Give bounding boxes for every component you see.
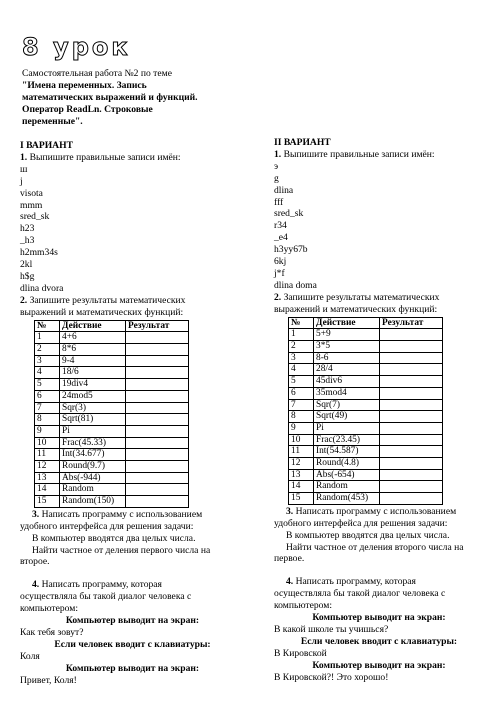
table-row (35, 414, 189, 426)
task-text: Запишите результаты математических (283, 291, 440, 303)
dialog-output: Как тебя зовут? (20, 627, 84, 638)
table-row (289, 376, 443, 388)
cell-number: 2 (35, 344, 60, 356)
cell-result (380, 341, 443, 353)
names-list (274, 161, 484, 292)
cell-action: Random(150) (60, 496, 126, 508)
cell-action: Random (60, 484, 126, 496)
table-row (289, 458, 443, 470)
cell-number: 15 (289, 493, 314, 505)
task-text: выражений и математических функций: (20, 306, 184, 318)
cell-action: 28/4 (314, 364, 380, 376)
cell-result (126, 367, 189, 379)
name-entry: h3yy67b (274, 244, 308, 256)
task-3 (274, 506, 484, 518)
table-row (35, 332, 189, 344)
table-row (289, 469, 443, 481)
table-row (289, 422, 443, 434)
cell-result (126, 332, 189, 344)
name-entry: fff (274, 196, 284, 208)
table-row (35, 367, 189, 379)
cell-number: 3 (289, 352, 314, 364)
table-row (289, 364, 443, 376)
name-entry: _h3 (20, 235, 35, 247)
cell-result (126, 496, 189, 508)
table-row (289, 493, 443, 505)
cell-result (380, 352, 443, 364)
name-entry: h$g (20, 270, 35, 282)
task-text: осуществляла бы такой диалог человека с (274, 588, 446, 600)
cell-result (380, 458, 443, 470)
table-row (35, 472, 189, 484)
task-1 (20, 152, 245, 164)
dialog-output: В Кировской?! Это хорошо! (274, 671, 389, 683)
cell-number: 9 (289, 422, 314, 434)
variant-heading: I ВАРИАНТ (20, 140, 73, 151)
task-number: 1. (20, 151, 28, 163)
cell-result (380, 422, 443, 434)
table-row (289, 434, 443, 446)
cell-number: 5 (289, 376, 314, 388)
cell-number: 8 (35, 414, 60, 426)
names-list (20, 164, 245, 295)
task-text: В компьютер вводятся два целых числа. (286, 529, 450, 541)
name-entry: 6kj (274, 256, 287, 268)
cell-number: 6 (289, 387, 314, 399)
name-entry: h2mm34s (20, 247, 58, 259)
cell-action: 24mod5 (60, 390, 126, 402)
table-row (289, 352, 443, 364)
cell-result (380, 399, 443, 411)
variant-1-column (20, 140, 245, 687)
cell-number: 7 (289, 399, 314, 411)
table-row (35, 425, 189, 437)
cell-number: 13 (289, 469, 314, 481)
cell-action: Round(9.7) (60, 461, 126, 473)
header-result: Результат (126, 320, 189, 332)
table-row (35, 402, 189, 414)
cell-result (380, 493, 443, 505)
cell-result (126, 449, 189, 461)
task-text: Запишите результаты математических (29, 294, 186, 306)
name-entry: sred_sk (274, 208, 304, 220)
task-text: Выпишите правильные записи имён: (283, 148, 435, 160)
table-header-row (289, 317, 443, 329)
dialog-screen-label: Компьютер выводит на экран: (312, 612, 446, 624)
name-entry: ш (20, 163, 28, 175)
cell-number: 3 (35, 355, 60, 367)
name-entry: dlina dvora (20, 282, 64, 294)
table-row (289, 399, 443, 411)
cell-number: 5 (35, 379, 60, 391)
cell-result (126, 402, 189, 414)
task-text: удобного интерфейса для решения задачи: (20, 520, 194, 532)
header-result: Результат (380, 317, 443, 329)
cell-result (380, 434, 443, 446)
cell-result (380, 411, 443, 423)
task-text: компьютером: (274, 600, 333, 612)
cell-action: 8*6 (60, 344, 126, 356)
cell-action: Int(34.677) (60, 449, 126, 461)
task-text: осуществляла бы такой диалог человека с (20, 591, 192, 603)
cell-result (380, 446, 443, 458)
dialog-keyboard-label: Если человек вводит с клавиатуры: (54, 638, 211, 650)
cell-result (380, 481, 443, 493)
name-entry: _e4 (274, 232, 288, 244)
cell-action: Int(54.587) (314, 446, 380, 458)
cell-number: 1 (289, 329, 314, 341)
name-entry: r34 (274, 220, 287, 232)
cell-result (126, 437, 189, 449)
cell-result (126, 425, 189, 437)
table-header-row (35, 320, 189, 332)
table-row (289, 411, 443, 423)
cell-action: Sqrt(81) (60, 414, 126, 426)
cell-result (380, 364, 443, 376)
cell-action: Frac(45.33) (60, 437, 126, 449)
table-row (289, 329, 443, 341)
cell-result (126, 379, 189, 391)
cell-result (126, 414, 189, 426)
task-text: Выпишите правильные записи имён: (29, 151, 181, 163)
variant-2-column (274, 137, 484, 684)
task-text: компьютером: (20, 603, 79, 615)
task-text: удобного интерфейса для решения задачи: (274, 517, 448, 529)
cell-number: 4 (289, 364, 314, 376)
task-3 (20, 509, 245, 521)
cell-number: 12 (35, 461, 60, 473)
dialog-output: В какой школе ты учишься? (274, 624, 389, 635)
task-number: 2. (274, 291, 282, 303)
cell-action: Sqr(7) (314, 399, 380, 411)
cell-number: 11 (35, 449, 60, 461)
name-entry: visota (20, 187, 43, 199)
name-entry: dlina doma (274, 279, 317, 291)
intro-topic-line: переменные". (22, 115, 83, 127)
cell-result (126, 484, 189, 496)
name-entry: j (20, 175, 23, 187)
table-row (35, 449, 189, 461)
task-4 (274, 576, 484, 588)
dialog-keyboard-label: Если человек вводит с клавиатуры: (300, 635, 458, 647)
cell-number: 7 (35, 402, 60, 414)
task-number: 4. (286, 576, 294, 588)
dialog-screen-label: Компьютер выводит на экран: (312, 659, 446, 671)
dialog-input: Коля (20, 650, 40, 662)
name-entry: э (274, 160, 279, 172)
cell-number: 12 (289, 458, 314, 470)
intro-line: Самостоятельная работа №2 по теме (22, 68, 172, 79)
cell-number: 8 (289, 411, 314, 423)
cell-number: 14 (289, 481, 314, 493)
cell-result (126, 390, 189, 402)
name-entry: mmm (20, 199, 43, 211)
table-row (35, 344, 189, 356)
cell-number: 10 (289, 434, 314, 446)
task-text: Найти частное от деления второго числа на (286, 541, 464, 553)
name-entry: sred_sk (20, 211, 50, 223)
dialog-screen-label: Компьютер выводит на экран: (65, 662, 200, 674)
cell-number: 11 (289, 446, 314, 458)
cell-action: 8-6 (314, 352, 380, 364)
cell-result (380, 469, 443, 481)
table-row (289, 387, 443, 399)
task-number: 1. (274, 148, 282, 160)
task-text: В компьютер вводятся два целых числа. (32, 532, 196, 544)
task-2 (274, 292, 484, 304)
cell-result (126, 472, 189, 484)
cell-number: 14 (35, 484, 60, 496)
cell-result (380, 387, 443, 399)
task-text: Написать программу с использованием (41, 508, 203, 520)
cell-result (126, 344, 189, 356)
task-number: 3. (32, 508, 40, 520)
dialog-input: В Кировской (274, 647, 327, 659)
cell-action: 35mod4 (314, 387, 380, 399)
task-4 (20, 579, 245, 591)
header-action: Действие (314, 317, 380, 329)
cell-action: 3*5 (314, 341, 380, 353)
cell-action: Pi (60, 425, 126, 437)
cell-result (380, 329, 443, 341)
cell-action: Round(4.8) (314, 458, 380, 470)
table-row (35, 437, 189, 449)
task-text: второе. (20, 556, 50, 568)
table-row (289, 481, 443, 493)
cell-action: 18/6 (60, 367, 126, 379)
cell-number: 2 (289, 341, 314, 353)
table-row (35, 379, 189, 391)
cell-result (126, 461, 189, 473)
task-number: 3. (286, 505, 294, 517)
cell-result (126, 355, 189, 367)
table-row (35, 496, 189, 508)
header-action: Действие (60, 320, 126, 332)
table-row (35, 355, 189, 367)
cell-number: 1 (35, 332, 60, 344)
intro-block (22, 68, 262, 128)
results-table (34, 320, 189, 508)
table-row (35, 484, 189, 496)
name-entry: 2kl (20, 259, 33, 271)
cell-action: 19div4 (60, 379, 126, 391)
task-2 (20, 295, 245, 307)
cell-action: Frac(23.45) (314, 434, 380, 446)
cell-action: 9-4 (60, 355, 126, 367)
dialog-output: Привет, Коля! (20, 674, 77, 686)
task-1 (274, 149, 484, 161)
header-number: № (35, 320, 60, 332)
cell-number: 13 (35, 472, 60, 484)
task-number: 4. (32, 579, 40, 591)
cell-action: Sqr(3) (60, 402, 126, 414)
cell-action: Abs(-944) (60, 472, 126, 484)
cell-action: Random(453) (314, 493, 380, 505)
table-row (35, 390, 189, 402)
cell-action: 45div6 (314, 376, 380, 388)
cell-result (380, 376, 443, 388)
cell-number: 6 (35, 390, 60, 402)
task-text: первое. (274, 553, 305, 565)
table-row (289, 341, 443, 353)
cell-action: 4+6 (60, 332, 126, 344)
table-row (289, 446, 443, 458)
task-text: Найти частное от деления первого числа на (32, 544, 211, 556)
header-number: № (289, 317, 314, 329)
task-text: Написать программу, которая (295, 576, 416, 588)
name-entry: dlina (274, 184, 294, 196)
cell-action: Pi (314, 422, 380, 434)
intro-topic-line: Оператор ReadLn. Строковые (22, 103, 153, 115)
task-text: выражений и математических функций: (274, 303, 438, 315)
name-entry: h23 (20, 223, 35, 235)
cell-number: 4 (35, 367, 60, 379)
name-entry: g (274, 172, 279, 184)
name-entry: j*f (274, 267, 285, 279)
table-row (35, 461, 189, 473)
cell-action: 5+9 (314, 329, 380, 341)
variant-heading: II ВАРИАНТ (274, 137, 331, 148)
cell-number: 15 (35, 496, 60, 508)
intro-topic-line: "Имена переменных. Запись (22, 79, 147, 91)
cell-action: Sqrt(49) (314, 411, 380, 423)
cell-number: 10 (35, 437, 60, 449)
results-table (288, 317, 443, 505)
lesson-title: 8 урок (22, 33, 131, 61)
cell-number: 9 (35, 425, 60, 437)
cell-action: Abs(-654) (314, 469, 380, 481)
intro-topic-line: математических выражений и функций. (22, 91, 198, 103)
cell-action: Random (314, 481, 380, 493)
dialog-screen-label: Компьютер выводит на экран: (65, 615, 200, 627)
task-text: Написать программу, которая (41, 579, 162, 591)
task-number: 2. (20, 294, 28, 306)
task-text: Написать программу с использованием (295, 505, 457, 517)
